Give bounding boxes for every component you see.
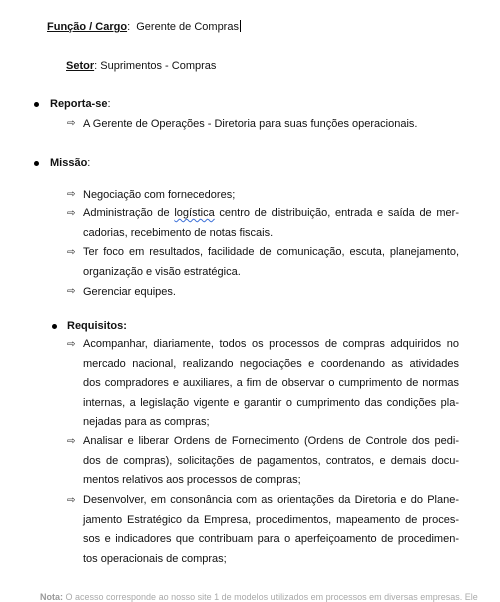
missao-item-3-line-1: Ter foco em resultados, facilidade de comunicação, escuta, planejamento, [83, 246, 459, 258]
missao-heading [50, 156, 90, 170]
missao-sep: : [87, 157, 91, 169]
missao-item-4: Gerenciar equipes. [83, 286, 176, 298]
arrow-right-outline-icon: ⇨ [67, 495, 76, 506]
arrow-right-outline-icon: ⇨ [67, 436, 76, 447]
missao-item-2 [83, 204, 459, 243]
requisitos-item-1-line-3: dos compradores e auxiliares, a fim de observar o cumprimento de normas [83, 377, 459, 389]
requisitos-item-1-line-5: nejadas para as compras; [83, 416, 210, 428]
reporta-label: Reporta-se [50, 98, 108, 110]
requisitos-item-2-line-1: Analisar e liberar Ordens de Fornecimento (Ordens de Controle dos pedi- [83, 435, 459, 447]
requisitos-heading: Requisitos: [67, 320, 127, 332]
missao-item-1: Negociação com fornecedores; [83, 189, 236, 201]
requisitos-item-3-line-3: sos e indicadores que contribuam para o aperfeiçoamento de procedimen- [83, 533, 459, 545]
missao-item-3 [83, 243, 459, 282]
bullet-dot-icon [52, 324, 57, 329]
arrow-right-outline-icon: ⇨ [67, 189, 76, 200]
role-sep: : [127, 21, 131, 33]
sector-sep: : [94, 60, 98, 72]
reporta-heading [50, 97, 111, 111]
requisitos-item-2 [83, 432, 459, 491]
bullet-dot-icon [34, 161, 39, 166]
missao-item-2-line-1: Administração de logística centro de distribuição, entrada e saída de mer- [83, 207, 459, 219]
spellcheck-word[interactable]: logística [174, 207, 215, 219]
requisitos-item-2-line-3: mentos relativos aos processos de compras; [83, 474, 301, 486]
arrow-right-outline-icon: ⇨ [67, 118, 76, 129]
reporta-item: A Gerente de Operações - Diretoria para suas funções operacionais. [83, 118, 418, 130]
requisitos-item-2-line-2: dos de compras), solicitações de pagamentos, contratos, e demais docu- [83, 454, 459, 467]
requisitos-item-3-line-2: jamento Estratégico da Empresa, procedimentos, mapeamento de proces- [83, 513, 459, 526]
role-line [47, 20, 241, 34]
missao-item-2-line-2: cadorias, recebimento de notas fiscais. [83, 226, 274, 239]
arrow-right-outline-icon: ⇨ [67, 286, 76, 297]
footer-note [40, 592, 478, 602]
missao-item-3-line-2: organização e visão estratégica. [83, 265, 241, 278]
sector-label: Setor [66, 60, 95, 72]
arrow-right-outline-icon: ⇨ [67, 339, 76, 350]
arrow-right-outline-icon: ⇨ [67, 247, 76, 258]
requisitos-item-1-line-1: Acompanhar, diariamente, todos os processos de compras adquiridos no [83, 338, 459, 350]
bullet-dot-icon [34, 102, 39, 107]
requisitos-item-3-line-1: Desenvolver, em consonância com as orientações da Diretoria e do Plane- [83, 494, 459, 506]
missao-label: Missão [50, 157, 88, 169]
requisitos-item-1-line-4: internas, a legislação vigente e garantir o cumprimento das condições pla- [83, 396, 459, 409]
requisitos-item-3 [83, 491, 459, 569]
sector-line [66, 59, 216, 73]
requisitos-item-1 [83, 335, 459, 433]
footer-note-label: Nota: [40, 592, 63, 602]
sector-value: Suprimentos - Compras [100, 60, 217, 72]
arrow-right-outline-icon: ⇨ [67, 208, 76, 219]
role-label: Função / Cargo [47, 21, 128, 33]
role-value[interactable]: Gerente de Compras [136, 21, 239, 33]
footer-note-text: O acesso corresponde ao nosso site 1 de modelos utilizados em processos em diversas empresas. Ele [65, 592, 478, 602]
text-cursor [240, 20, 241, 32]
reporta-sep: : [107, 98, 111, 110]
requisitos-item-3-line-4: tos operacionais de compras; [83, 552, 227, 565]
requisitos-item-1-line-2: mercado nacional, realizando negociações e coordenando as atividades [83, 357, 459, 370]
